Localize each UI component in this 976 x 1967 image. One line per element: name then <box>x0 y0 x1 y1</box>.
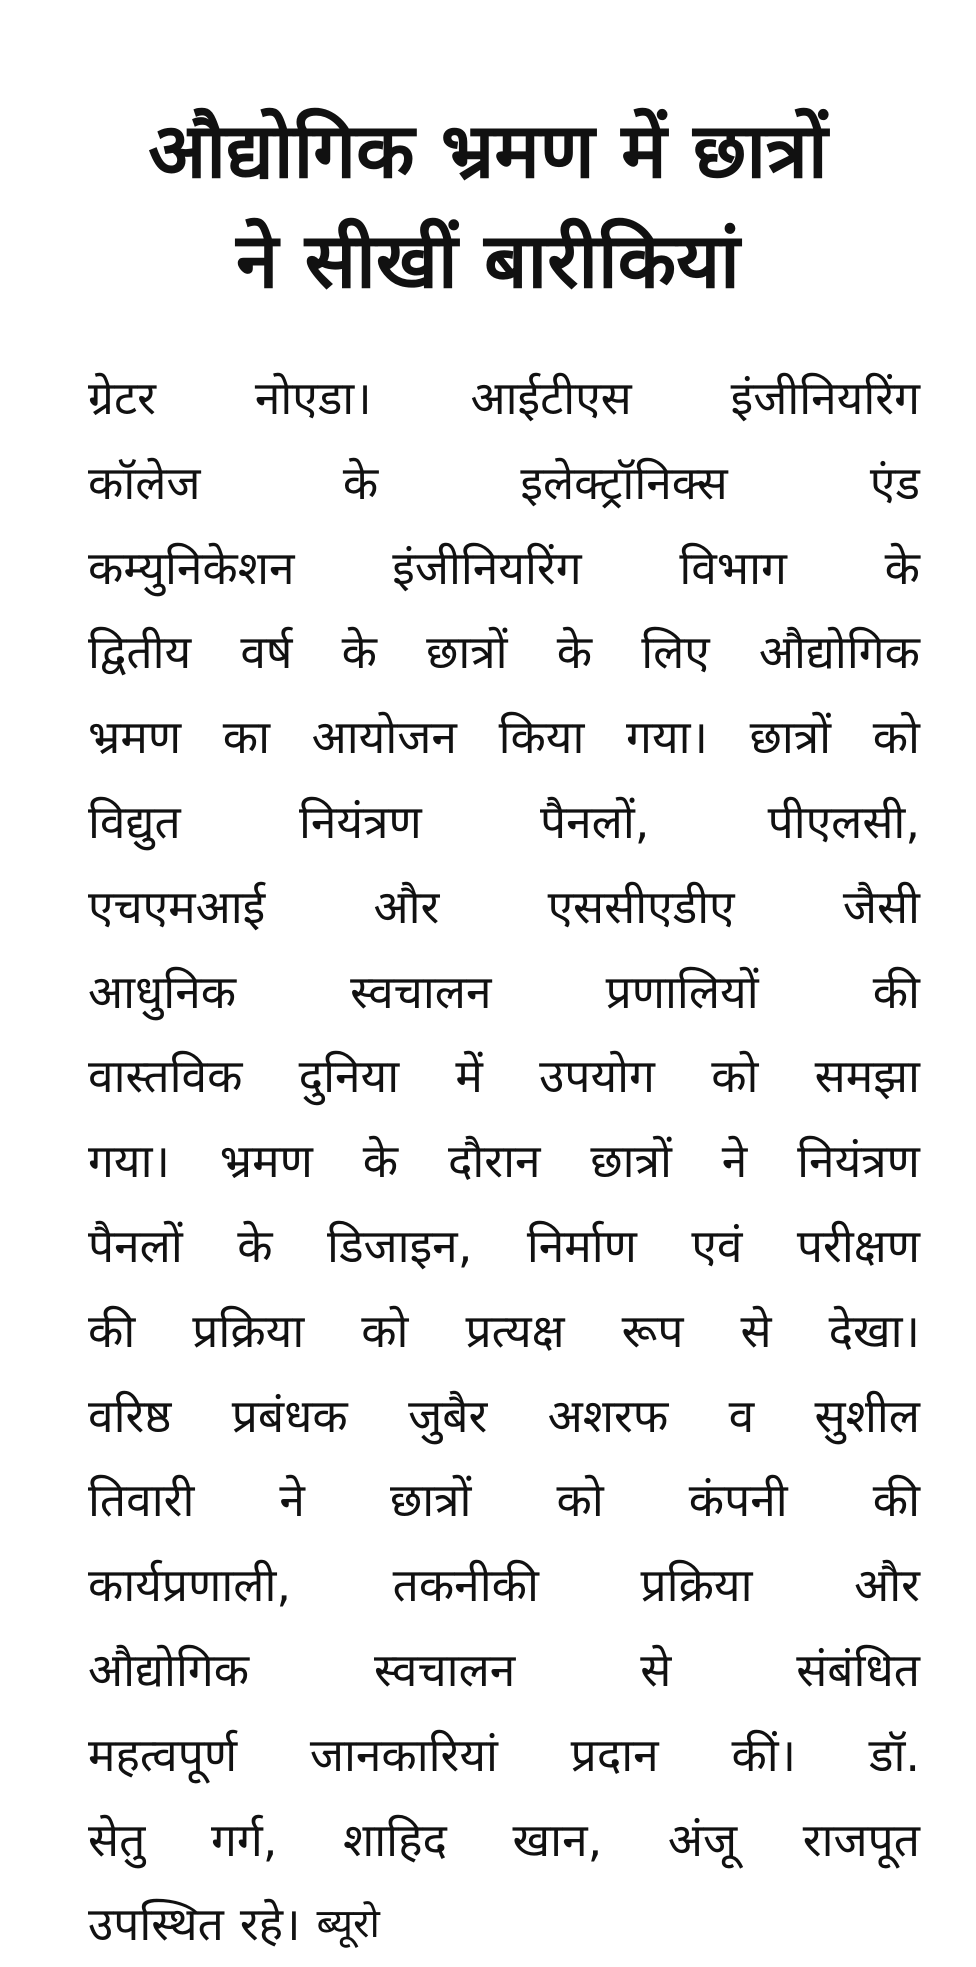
body-word: को <box>361 1303 409 1358</box>
body-word: प्रबंधक <box>231 1388 348 1443</box>
body-word: में <box>455 1049 483 1104</box>
body-word: गर्ग, <box>210 1812 278 1867</box>
body-word: दौरान <box>447 1134 541 1189</box>
body-line <box>88 695 920 780</box>
body-line <box>88 356 920 441</box>
body-word: किया <box>498 710 585 765</box>
body-word: भ्रमण <box>219 1134 313 1189</box>
body-word: द्वितीय <box>88 625 192 680</box>
body-word: एचएमआई <box>88 879 266 934</box>
body-word: छात्रों <box>389 1473 472 1528</box>
body-word: औद्योगिक <box>88 1642 250 1697</box>
body-word: वर्ष <box>240 625 293 680</box>
body-word: कॉलेज <box>88 455 201 510</box>
body-word: जुबैर <box>408 1388 488 1443</box>
body-word: महत्वपूर्ण <box>88 1727 238 1782</box>
byline: ब्यूरो <box>316 1901 380 1948</box>
body-word: के <box>342 455 379 510</box>
body-word: उपस्थित <box>88 1897 224 1952</box>
body-word: शाहिद <box>342 1812 447 1867</box>
headline-line-1: औद्योगिक भ्रमण में छात्रों <box>148 106 828 195</box>
body-word: सुशील <box>814 1388 920 1443</box>
body-line <box>88 1713 920 1798</box>
body-word: अंजू <box>667 1812 738 1867</box>
body-word: समझा <box>814 1049 920 1104</box>
body-word: छात्रों <box>590 1134 672 1189</box>
body-word: प्रणालियों <box>605 964 759 1019</box>
body-word: गया। <box>626 710 708 765</box>
body-word: तकनीकी <box>392 1558 539 1613</box>
body-word: ने <box>721 1134 748 1189</box>
body-word: जानकारियां <box>309 1727 498 1782</box>
headline-line-2: ने सीखीं बारीकियां <box>236 216 740 305</box>
body-word: औद्योगिक <box>758 625 920 680</box>
body-word: और <box>854 1558 920 1613</box>
body-word: और <box>373 879 440 934</box>
body-word: अशरफ <box>547 1388 669 1443</box>
body-word: डॉ. <box>868 1727 920 1782</box>
body-word: नियंत्रण <box>298 794 422 849</box>
body-word: एंड <box>869 455 920 510</box>
body-word: डिजाइन, <box>327 1218 473 1273</box>
body-word: पैनलों <box>88 1218 183 1273</box>
body-word: को <box>556 1473 604 1528</box>
body-line <box>88 1628 920 1713</box>
body-word: प्रक्रिया <box>640 1558 753 1613</box>
body-line <box>88 865 920 950</box>
body-word: को <box>711 1049 759 1104</box>
body-line <box>88 1798 920 1883</box>
body-line <box>88 1034 920 1119</box>
body-word: पैनलों, <box>540 794 650 849</box>
body-word: राजपूत <box>802 1812 920 1867</box>
body-word: के <box>341 625 377 680</box>
body-word: प्रदान <box>570 1727 659 1782</box>
body-word: भ्रमण <box>88 710 182 765</box>
body-word: के <box>362 1134 399 1189</box>
body-word: की <box>872 964 920 1019</box>
body-line <box>88 441 920 526</box>
body-word: आईटीएस <box>470 371 632 425</box>
body-word: इलेक्ट्रॉनिक्स <box>520 455 728 510</box>
body-word: स्वचालन <box>350 964 492 1019</box>
body-word: जैसी <box>842 879 920 934</box>
body-word: संबंधित <box>796 1642 920 1697</box>
body-line <box>88 610 920 695</box>
body-word: इंजीनियरिंग <box>730 371 920 425</box>
body-word: गया। <box>88 1134 170 1189</box>
body-word: नियंत्रण <box>797 1134 920 1189</box>
body-word: कार्यप्रणाली, <box>88 1558 291 1613</box>
body-word: की <box>88 1303 136 1358</box>
body-line <box>88 1204 920 1289</box>
body-word: प्रत्यक्ष <box>465 1303 565 1358</box>
body-word: लिए <box>641 625 710 680</box>
body-line <box>88 1458 920 1543</box>
body-word: को <box>872 710 920 765</box>
body-word: आधुनिक <box>88 964 237 1019</box>
body-word: कीं। <box>731 1727 797 1782</box>
body-word: प्रक्रिया <box>192 1303 305 1358</box>
body-word: ग्रेटर <box>88 371 156 425</box>
body-line <box>88 1289 920 1374</box>
body-word: निर्माण <box>526 1218 637 1273</box>
body-word: पीएलसी, <box>767 794 920 849</box>
body-word: कंपनी <box>688 1473 788 1528</box>
body-line <box>88 526 920 611</box>
article-body <box>88 356 920 1967</box>
body-word: सेतु <box>88 1812 146 1867</box>
body-word: खान, <box>512 1812 603 1867</box>
body-word: एवं <box>691 1218 743 1273</box>
body-word: स्वचालन <box>373 1642 516 1697</box>
body-word: नोएडा। <box>254 371 372 425</box>
body-line <box>88 1882 920 1967</box>
body-word: वरिष्ठ <box>88 1388 172 1443</box>
body-word: के <box>556 625 593 680</box>
body-word: छात्रों <box>426 625 508 680</box>
body-word: के <box>237 1218 273 1273</box>
body-word: व <box>728 1388 755 1443</box>
body-word: विभाग <box>679 540 787 595</box>
body-line <box>88 1119 920 1204</box>
body-word: इंजीनियरिंग <box>392 540 582 595</box>
article-headline <box>60 96 916 316</box>
body-word: रहे। <box>239 1897 301 1952</box>
body-line <box>88 950 920 1035</box>
body-word: ने <box>279 1473 305 1528</box>
body-line <box>88 1374 920 1459</box>
body-word: से <box>640 1642 672 1697</box>
body-word: तिवारी <box>88 1473 195 1528</box>
body-word: दुनिया <box>298 1049 400 1104</box>
body-word: परीक्षण <box>796 1218 920 1273</box>
body-line <box>88 1543 920 1628</box>
body-word: वास्तविक <box>88 1049 243 1104</box>
body-word: उपयोग <box>539 1049 655 1104</box>
body-word: कम्युनिकेशन <box>88 540 295 595</box>
body-word: रूप <box>621 1303 684 1358</box>
body-word: का <box>222 710 270 765</box>
body-word: की <box>872 1473 920 1528</box>
body-word: छात्रों <box>749 710 832 765</box>
body-word: आयोजन <box>311 710 457 765</box>
body-word: एससीएडीए <box>547 879 735 934</box>
body-word: के <box>884 540 920 595</box>
body-word: देखा। <box>828 1303 920 1358</box>
body-line <box>88 780 920 865</box>
body-word: से <box>740 1303 772 1358</box>
body-word: विद्युत <box>88 794 181 849</box>
